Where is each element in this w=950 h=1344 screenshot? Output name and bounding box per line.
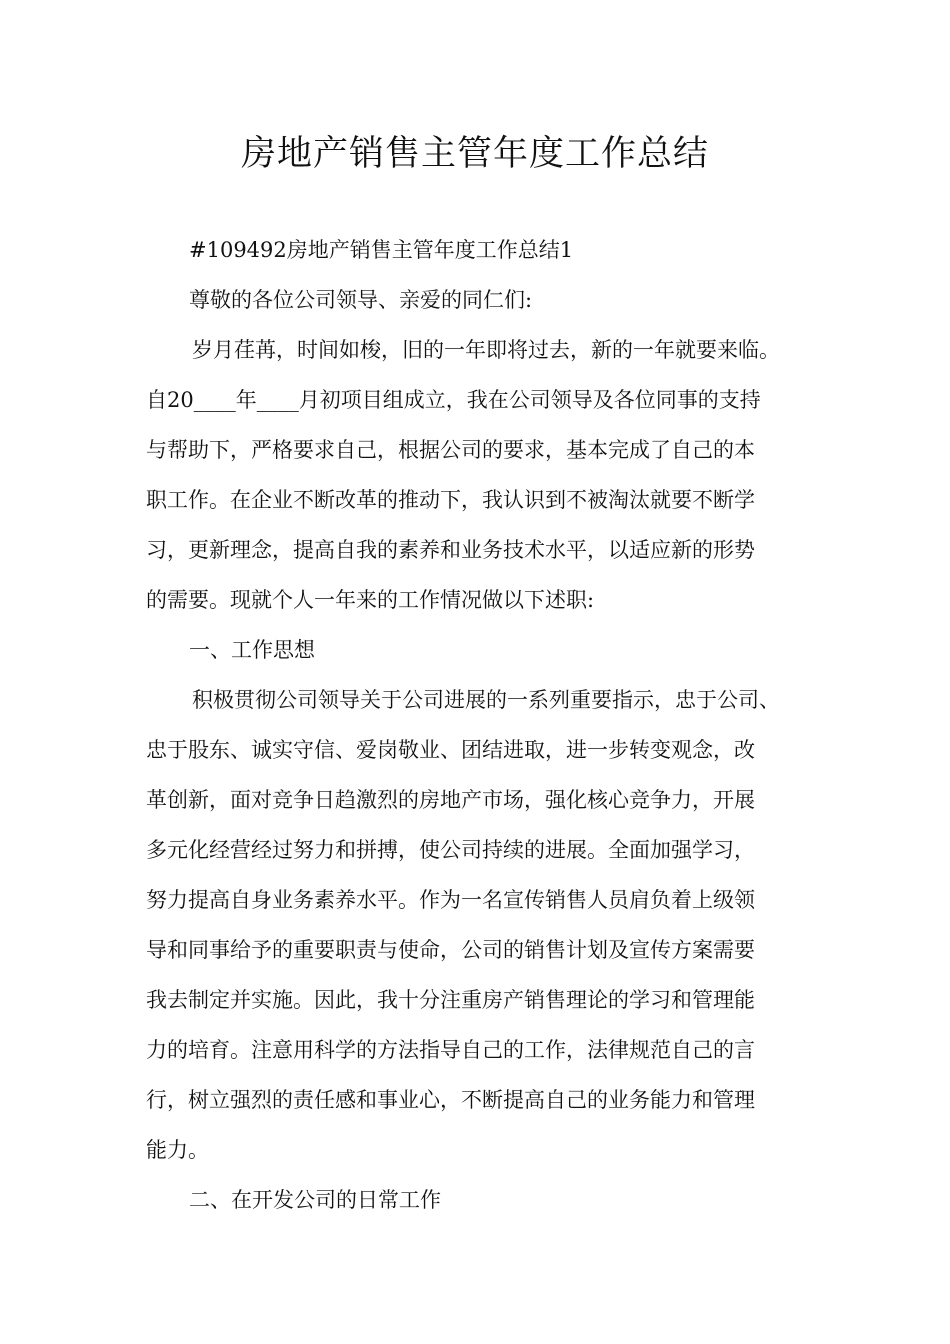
section-heading: #109492房地产销售主管年度工作总结1	[189, 238, 574, 262]
paragraph-line: 自20____年____月初项目组成立，我在公司领导及各位同事的支持	[146, 388, 761, 412]
paragraph-line: 多元化经营经过努力和拼搏，使公司持续的进展。全面加强学习，	[146, 838, 755, 862]
paragraph-line: 能力。	[146, 1138, 209, 1162]
paragraph-line: 忠于股东、诚实守信、爱岗敬业、团结进取，进一步转变观念，改	[146, 738, 755, 762]
paragraph-line: 职工作。在企业不断改革的推动下，我认识到不被淘汰就要不断学	[146, 488, 755, 512]
paragraph-line: 革创新，面对竞争日趋激烈的房地产市场，强化核心竞争力，开展	[146, 788, 755, 812]
paragraph-line: 我去制定并实施。因此，我十分注重房产销售理论的学习和管理能	[146, 988, 755, 1012]
document-title: 房地产销售主管年度工作总结	[240, 134, 709, 174]
subheading: 一、工作思想	[189, 638, 315, 662]
salutation: 尊敬的各位公司领导、亲爱的同仁们:	[189, 288, 533, 312]
paragraph-line: 岁月荏苒，时间如梭，旧的一年即将过去，新的一年就要来临。	[192, 338, 780, 362]
subheading: 二、在开发公司的日常工作	[189, 1188, 441, 1212]
paragraph-line: 的需要。现就个人一年来的工作情况做以下述职:	[146, 588, 595, 612]
paragraph-line: 力的培育。注意用科学的方法指导自己的工作，法律规范自己的言	[146, 1038, 755, 1062]
paragraph-line: 行，树立强烈的责任感和事业心，不断提高自己的业务能力和管理	[146, 1088, 755, 1112]
paragraph-line: 习，更新理念，提高自我的素养和业务技术水平，以适应新的形势	[146, 538, 755, 562]
paragraph-line: 积极贯彻公司领导关于公司进展的一系列重要指示，忠于公司、	[192, 688, 780, 712]
paragraph-line: 努力提高自身业务素养水平。作为一名宣传销售人员肩负着上级领	[146, 888, 755, 912]
paragraph-line: 导和同事给予的重要职责与使命，公司的销售计划及宣传方案需要	[146, 938, 755, 962]
paragraph-line: 与帮助下，严格要求自己，根据公司的要求，基本完成了自己的本	[146, 438, 755, 462]
